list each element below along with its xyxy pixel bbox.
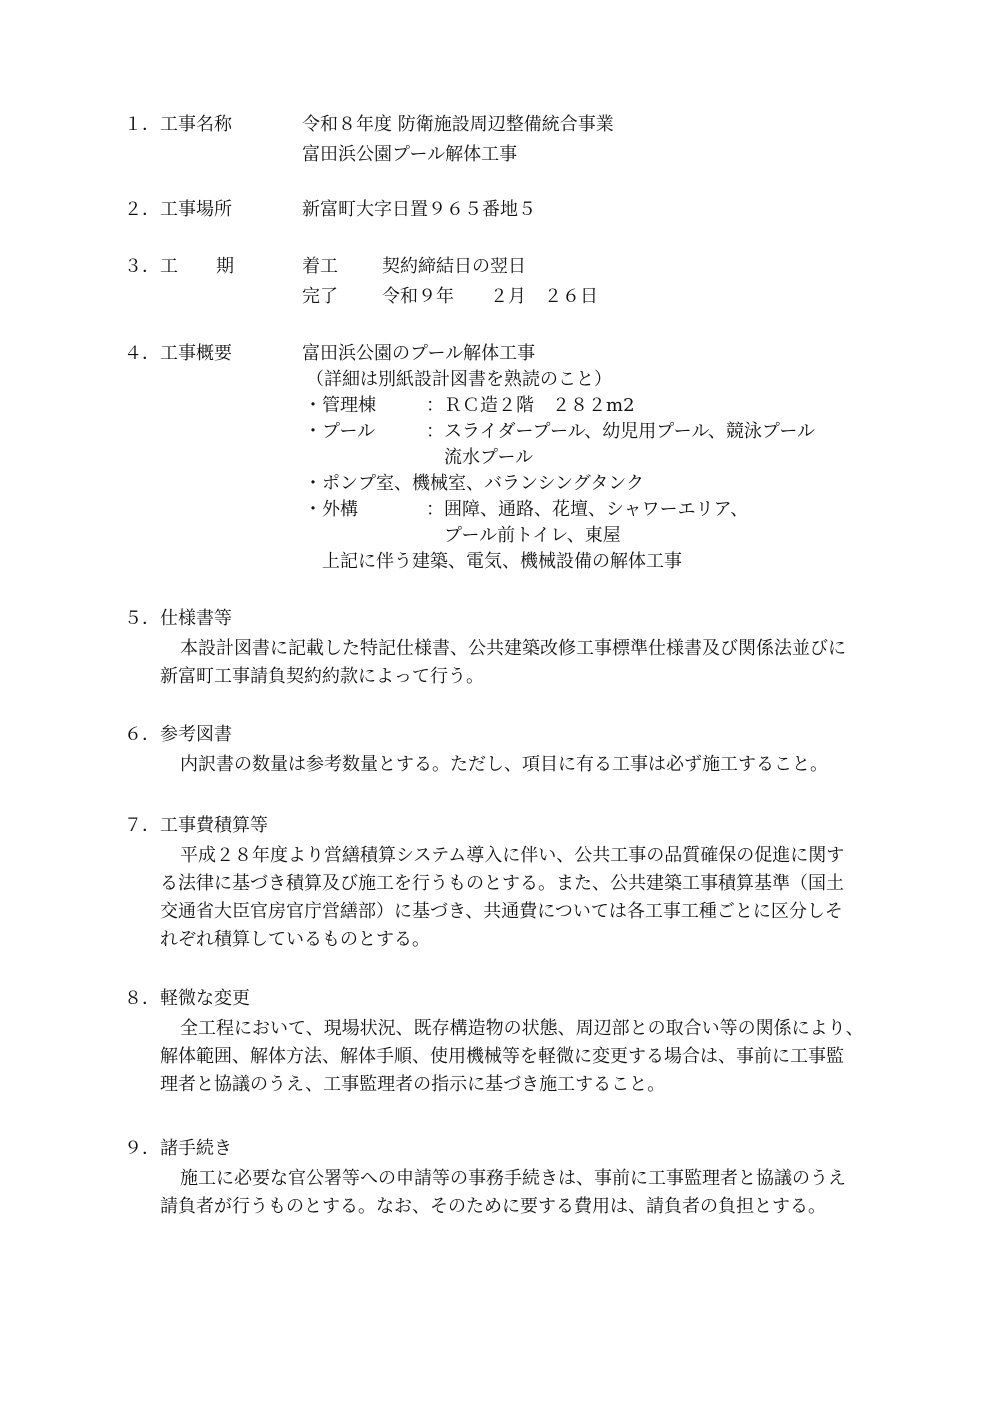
item-pool-continuation: 流水プール	[444, 447, 534, 468]
paragraph-line-2: 請負者が行うものとする。なお、そのために要する費用は、請負者の負担とする。	[160, 1196, 826, 1217]
item-exterior-value: ：囲障、通路、花壇、シャワーエリア、	[426, 499, 749, 520]
item-pool-name: ・プール	[304, 421, 376, 442]
paragraph-line-2: る法律に基づき積算及び施工を行うものとする。また、公共建築工事積算基準（国土	[160, 873, 844, 894]
item-management-building-name: ・管理棟	[304, 395, 376, 416]
paragraph-line-1: 平成２８年度より営繕積算システム導入に伴い、公共工事の品質確保の促進に関す	[180, 845, 845, 866]
section-label: 工事概要	[160, 343, 232, 364]
item-pool-value: ：スライダープール、幼児用プール、競泳プール	[426, 421, 815, 442]
overview-line-2: （詳細は別紙設計図書を熟読のこと）	[306, 369, 612, 390]
section-label: 軽微な変更	[160, 988, 250, 1009]
section-label: 工事場所	[160, 199, 232, 220]
project-name-line-1: 令和８年度 防衛施設周辺整備統合事業	[302, 114, 614, 135]
paragraph-line-3: 理者と協議のうえ、工事監理者の指示に基づき施工すること。	[160, 1074, 666, 1095]
section-number: ３．	[124, 256, 160, 277]
section-label-part-b: 期	[216, 256, 234, 277]
section-label: 仕様書等	[160, 608, 232, 629]
section-number: ６．	[124, 724, 160, 745]
section-number: ７．	[124, 815, 160, 836]
section-number: ５．	[124, 608, 160, 629]
section-number: １．	[124, 114, 160, 135]
paragraph-line-4: れぞれ積算しているものとする。	[160, 929, 430, 950]
paragraph-line-1: 内訳書の数量は参考数量とする。ただし、項目に有る工事は必ず施工すること。	[180, 754, 828, 775]
paragraph-line-1: 全工程において、現場状況、既存構造物の状態、周辺部との取合い等の関係により、	[180, 1018, 864, 1039]
section-label: 工事費積算等	[160, 815, 268, 836]
construction-site-value: 新富町大字日置９６５番地５	[302, 199, 536, 220]
start-value: 契約締結日の翌日	[382, 256, 526, 277]
section-label: 工事名称	[160, 114, 232, 135]
start-label: 着工	[302, 256, 338, 277]
section-number: ２．	[124, 199, 160, 220]
paragraph-line-2: 新富町工事請負契約約款によって行う。	[160, 666, 484, 687]
item-pump-room: ・ポンプ室、機械室、バランシングタンク	[304, 473, 645, 494]
end-value: 令和９年 ２月 ２６日	[382, 286, 598, 307]
project-name-line-2: 富田浜公園プール解体工事	[302, 144, 518, 165]
paragraph-line-3: 交通省大臣官房官庁営繕部）に基づき、共通費については各工事工種ごとに区分しそ	[160, 901, 843, 922]
overview-footer: 上記に伴う建築、電気、機械設備の解体工事	[322, 551, 682, 572]
section-number: ４．	[124, 343, 160, 364]
section-number: ８．	[124, 988, 160, 1009]
paragraph-line-1: 施工に必要な官公署等への申請等の事務手続きは、事前に工事監理者と協議のうえ	[180, 1168, 846, 1189]
item-management-building-value: ：ＲＣ造２階 ２８２m2	[426, 395, 635, 416]
item-exterior-name: ・外構	[304, 499, 358, 520]
section-label-part-a: 工	[160, 256, 178, 277]
paragraph-line-2: 解体範囲、解体方法、解体手順、使用機械等を軽微に変更する場合は、事前に工事監	[160, 1046, 844, 1067]
section-label: 諸手続き	[160, 1138, 232, 1159]
section-label: 参考図書	[160, 724, 232, 745]
overview-line-1: 富田浜公園のプール解体工事	[302, 343, 536, 364]
section-number: ９．	[124, 1138, 160, 1159]
end-label: 完了	[302, 286, 338, 307]
paragraph-line-1: 本設計図書に記載した特記仕様書、公共建築改修工事標準仕様書及び関係法並びに	[180, 638, 846, 659]
item-exterior-continuation: プール前トイレ、東屋	[444, 525, 621, 546]
